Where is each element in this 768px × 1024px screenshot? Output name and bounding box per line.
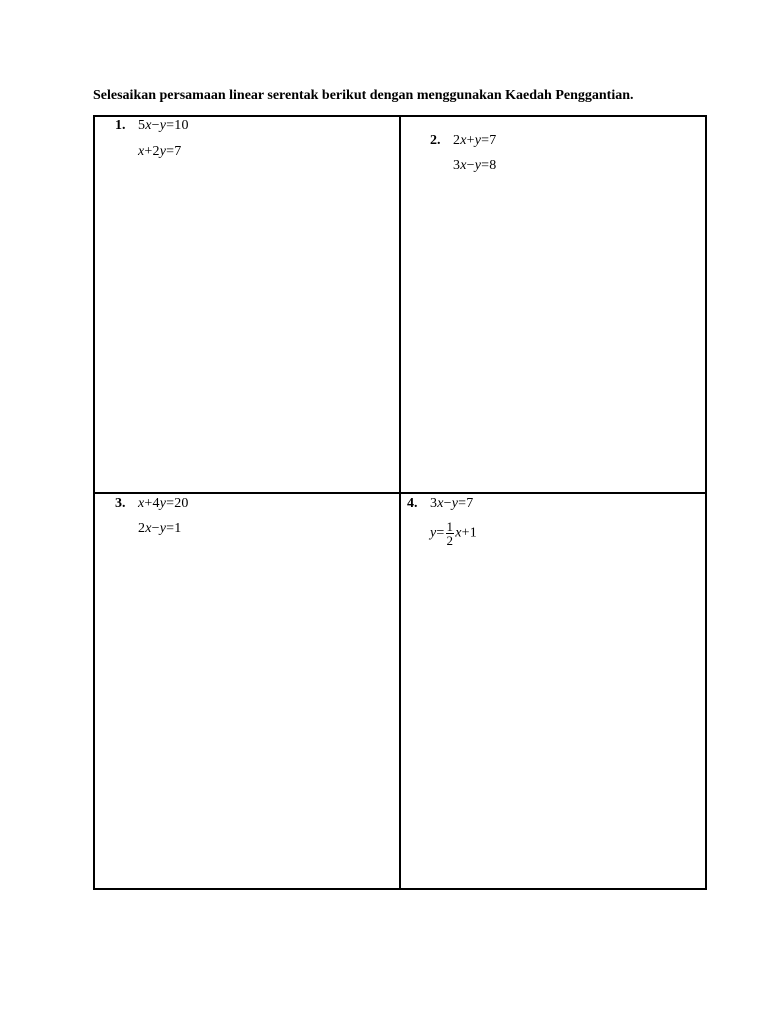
question-2-number: 2. [430, 133, 441, 148]
question-2-equation-2 [453, 157, 496, 175]
equation-term: =7 [481, 133, 497, 148]
variable: x [460, 133, 467, 148]
question-4-equation-1 [430, 495, 473, 513]
variable: y [474, 133, 482, 148]
equation-term: =1 [166, 521, 182, 536]
grid-horizontal-divider [93, 492, 707, 494]
question-1-equation-1 [138, 117, 189, 135]
question-3-equation-2 [138, 520, 181, 538]
question-4-number: 4. [407, 496, 418, 511]
variable: y [159, 144, 167, 159]
variable: x [138, 144, 145, 159]
equation-term: 3 [430, 496, 438, 511]
instruction-text: Selesaikan persamaan linear serentak berikut dengan menggunakan Kaedah Penggantian. [93, 88, 634, 103]
equation-term: +1 [461, 525, 477, 541]
question-3-equation-1 [138, 495, 189, 513]
equation-term: =10 [166, 118, 189, 133]
variable: x [437, 496, 444, 511]
variable: x [455, 525, 462, 541]
equation-term: =7 [458, 496, 474, 511]
grid-vertical-divider [399, 115, 401, 890]
equation-term: 3 [453, 158, 461, 173]
equation-term: − [443, 496, 452, 511]
question-4-equation-2 [430, 520, 477, 547]
variable: y [159, 118, 167, 133]
equation-term: + [466, 133, 475, 148]
fraction: $\frac{1}{2}$ [446, 519, 454, 548]
variable: x [145, 118, 152, 133]
equation-term: − [466, 158, 475, 173]
equation-term: =7 [166, 144, 182, 159]
equation-term: =8 [481, 158, 497, 173]
question-2-equation-1 [453, 132, 496, 150]
question-3-number: 3. [115, 496, 126, 511]
equation-term: 2 [138, 521, 146, 536]
question-1-equation-2 [138, 143, 181, 161]
question-1-number: 1. [115, 118, 126, 133]
variable: y [430, 525, 437, 541]
equation-term: − [151, 521, 160, 536]
equation-term: 5 [138, 118, 146, 133]
variable: y [451, 496, 459, 511]
variable: y [159, 496, 167, 511]
variable: y [159, 521, 167, 536]
variable: y [474, 158, 482, 173]
variable: x [138, 496, 145, 511]
variable: x [145, 521, 152, 536]
equation-term: 2 [453, 133, 461, 148]
equation-term: = [436, 525, 445, 541]
variable: x [460, 158, 467, 173]
equation-term: +2 [144, 144, 160, 159]
equation-term: +4 [144, 496, 160, 511]
equation-term: =20 [166, 496, 189, 511]
equation-term: − [151, 118, 160, 133]
